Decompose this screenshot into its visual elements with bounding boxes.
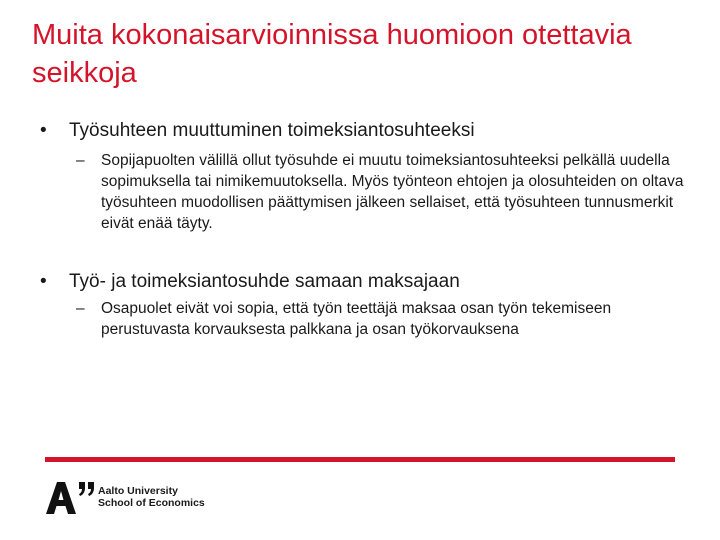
sub-bullet-marker: – bbox=[76, 152, 85, 169]
sub-bullet-marker: – bbox=[76, 300, 85, 317]
sub-bullet-text: Osapuolet eivät voi sopia, että työn teettäjä maksaa osan työn tekemiseen perustuvasta korvauksesta palkkana ja osan työkorvauksena bbox=[101, 300, 612, 338]
sub-bullet-text: Sopijapuolten välillä ollut työsuhde ei muutu toimeksiantosuhteeksi pelkällä uudella sopimuksella tai nimikemuutoksella. Myös työnteon ehtojen ja olosuhteiden on oltava työsuhteen muodollisen päättymisen jälkeen sellaiset, että työsuhteen tunnusmerkit eivät enää täyty. bbox=[101, 152, 684, 232]
bullet-marker: • bbox=[40, 120, 47, 141]
logo-wordmark bbox=[98, 485, 205, 509]
logo-line-school: School of Economics bbox=[98, 497, 205, 509]
bullet-text: Työsuhteen muuttuminen toimeksiantosuhteeksi bbox=[69, 120, 475, 141]
bullet-marker: • bbox=[40, 271, 47, 292]
footer-divider bbox=[45, 457, 675, 462]
bullet-text: Työ- ja toimeksiantosuhde samaan maksajaan bbox=[69, 271, 460, 292]
logo-line-university: Aalto University bbox=[98, 485, 178, 497]
slide-title: Muita kokonaisarvioinnissa huomioon otettavia seikkoja bbox=[32, 19, 632, 89]
